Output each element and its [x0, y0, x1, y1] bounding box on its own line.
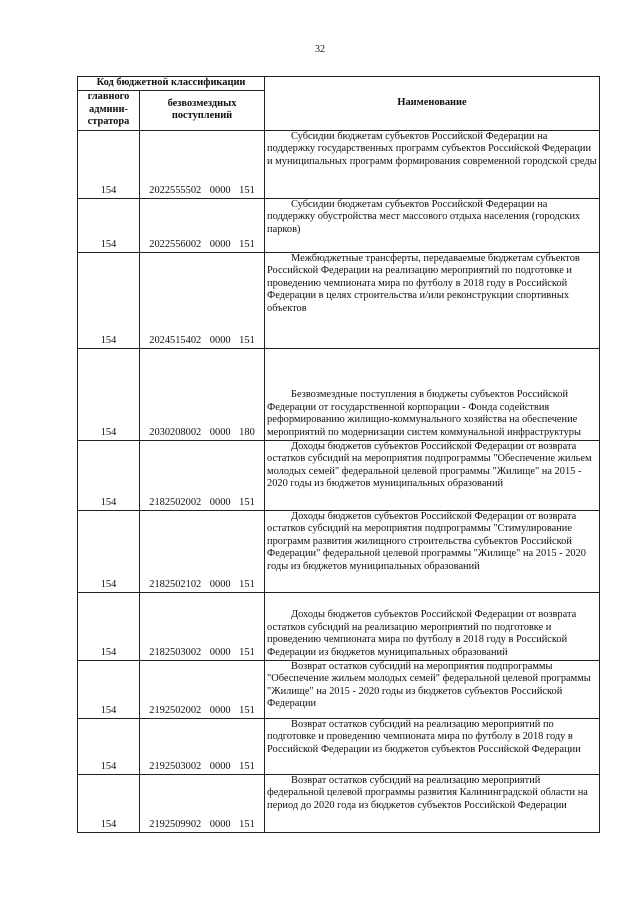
name-cell: Субсидии бюджетам субъектов Российской Федерации на поддержку государственных программ субъектов Российской Федерации и муниципальных программ формирования современной городской среды — [265, 130, 600, 198]
admin-code-cell: 154 — [78, 774, 140, 832]
revenue-code-cell: 2022556002 0000 151 — [140, 198, 265, 252]
table-row — [78, 348, 600, 440]
admin-code-cell: 154 — [78, 348, 140, 440]
revenue-code-cell: 2182502102 0000 151 — [140, 510, 265, 592]
header-admin: главного админи-стратора — [78, 90, 140, 130]
table-row — [78, 774, 600, 832]
table-row — [78, 592, 600, 660]
name-cell: Возврат остатков субсидий на мероприятия подпрограммы "Обеспечение жильем молодых семей" федеральной целевой программы "Жилище" на 2015 - 2020 годы из бюджетов субъектов Российской Федерации — [265, 660, 600, 718]
admin-code-cell: 154 — [78, 440, 140, 510]
revenue-code-cell: 2192509902 0000 151 — [140, 774, 265, 832]
table-row — [78, 252, 600, 348]
admin-code-cell: 154 — [78, 198, 140, 252]
name-cell: Безвозмездные поступления в бюджеты субъектов Российской Федерации от государственной корпорации - Фонда содействия реформированию жилищно-коммунального хозяйства на обеспечение мероприятий по модернизации систем коммунальной инфраструктуры — [265, 348, 600, 440]
header-classification-code: Код бюджетной классификации — [78, 77, 265, 91]
name-cell: Доходы бюджетов субъектов Российской Федерации от возврата остатков субсидий на мероприятия подпрограммы "Стимулирование программ развития жилищного строительства субъектов Российской Федерации" федеральной целевой программы "Жилище" на 2015 - 2020 годы из бюджетов муниципальных образований — [265, 510, 600, 592]
budget-classification-table — [77, 76, 600, 833]
header-name: Наименование — [265, 77, 600, 131]
name-cell: Возврат остатков субсидий на реализацию мероприятий федеральной целевой программы развития Калининградской области на период до 2020 года из бюджетов субъектов Российской Федерации — [265, 774, 600, 832]
name-cell: Возврат остатков субсидий на реализацию мероприятий по подготовке и проведению чемпионата мира по футболу в 2018 году в Российской Федерации из бюджетов субъектов Российской Федерации — [265, 718, 600, 774]
header-revenue: безвозмездных поступлений — [140, 90, 265, 130]
name-cell: Межбюджетные трансферты, передаваемые бюджетам субъектов Российской Федерации на реализацию мероприятий по подготовке и проведению чемпионата мира по футболу в 2018 году в Российской Федерации в целях строительства и/или реконструкции спортивных объектов — [265, 252, 600, 348]
admin-code-cell: 154 — [78, 660, 140, 718]
admin-code-cell: 154 — [78, 130, 140, 198]
table-row — [78, 198, 600, 252]
revenue-code-cell: 2024515402 0000 151 — [140, 252, 265, 348]
table-row — [78, 440, 600, 510]
admin-code-cell: 154 — [78, 592, 140, 660]
revenue-code-cell: 2022555502 0000 151 — [140, 130, 265, 198]
admin-code-cell: 154 — [78, 510, 140, 592]
revenue-code-cell: 2182502002 0000 151 — [140, 440, 265, 510]
name-cell: Субсидии бюджетам субъектов Российской Федерации на поддержку обустройства мест массового отдыха населения (городских парков) — [265, 198, 600, 252]
page-number: 32 — [315, 44, 325, 55]
revenue-code-cell: 2030208002 0000 180 — [140, 348, 265, 440]
table-row — [78, 510, 600, 592]
admin-code-cell: 154 — [78, 252, 140, 348]
name-cell: Доходы бюджетов субъектов Российской Федерации от возврата остатков субсидий на реализацию мероприятий по подготовке и проведению чемпионата мира по футболу в 2018 году в Российской Федерации из бюджетов муниципальных образований — [265, 592, 600, 660]
table-row — [78, 130, 600, 198]
name-cell: Доходы бюджетов субъектов Российской Федерации от возврата остатков субсидий на мероприятия подпрограммы "Обеспечение жильем молодых семей" федеральной целевой программы "Жилище" на 2015 - 2020 годы из бюджетов муниципальных образований — [265, 440, 600, 510]
revenue-code-cell: 2192502002 0000 151 — [140, 660, 265, 718]
revenue-code-cell: 2192503002 0000 151 — [140, 718, 265, 774]
table-body — [78, 130, 600, 832]
table-row — [78, 660, 600, 718]
revenue-code-cell: 2182503002 0000 151 — [140, 592, 265, 660]
admin-code-cell: 154 — [78, 718, 140, 774]
table-row — [78, 718, 600, 774]
